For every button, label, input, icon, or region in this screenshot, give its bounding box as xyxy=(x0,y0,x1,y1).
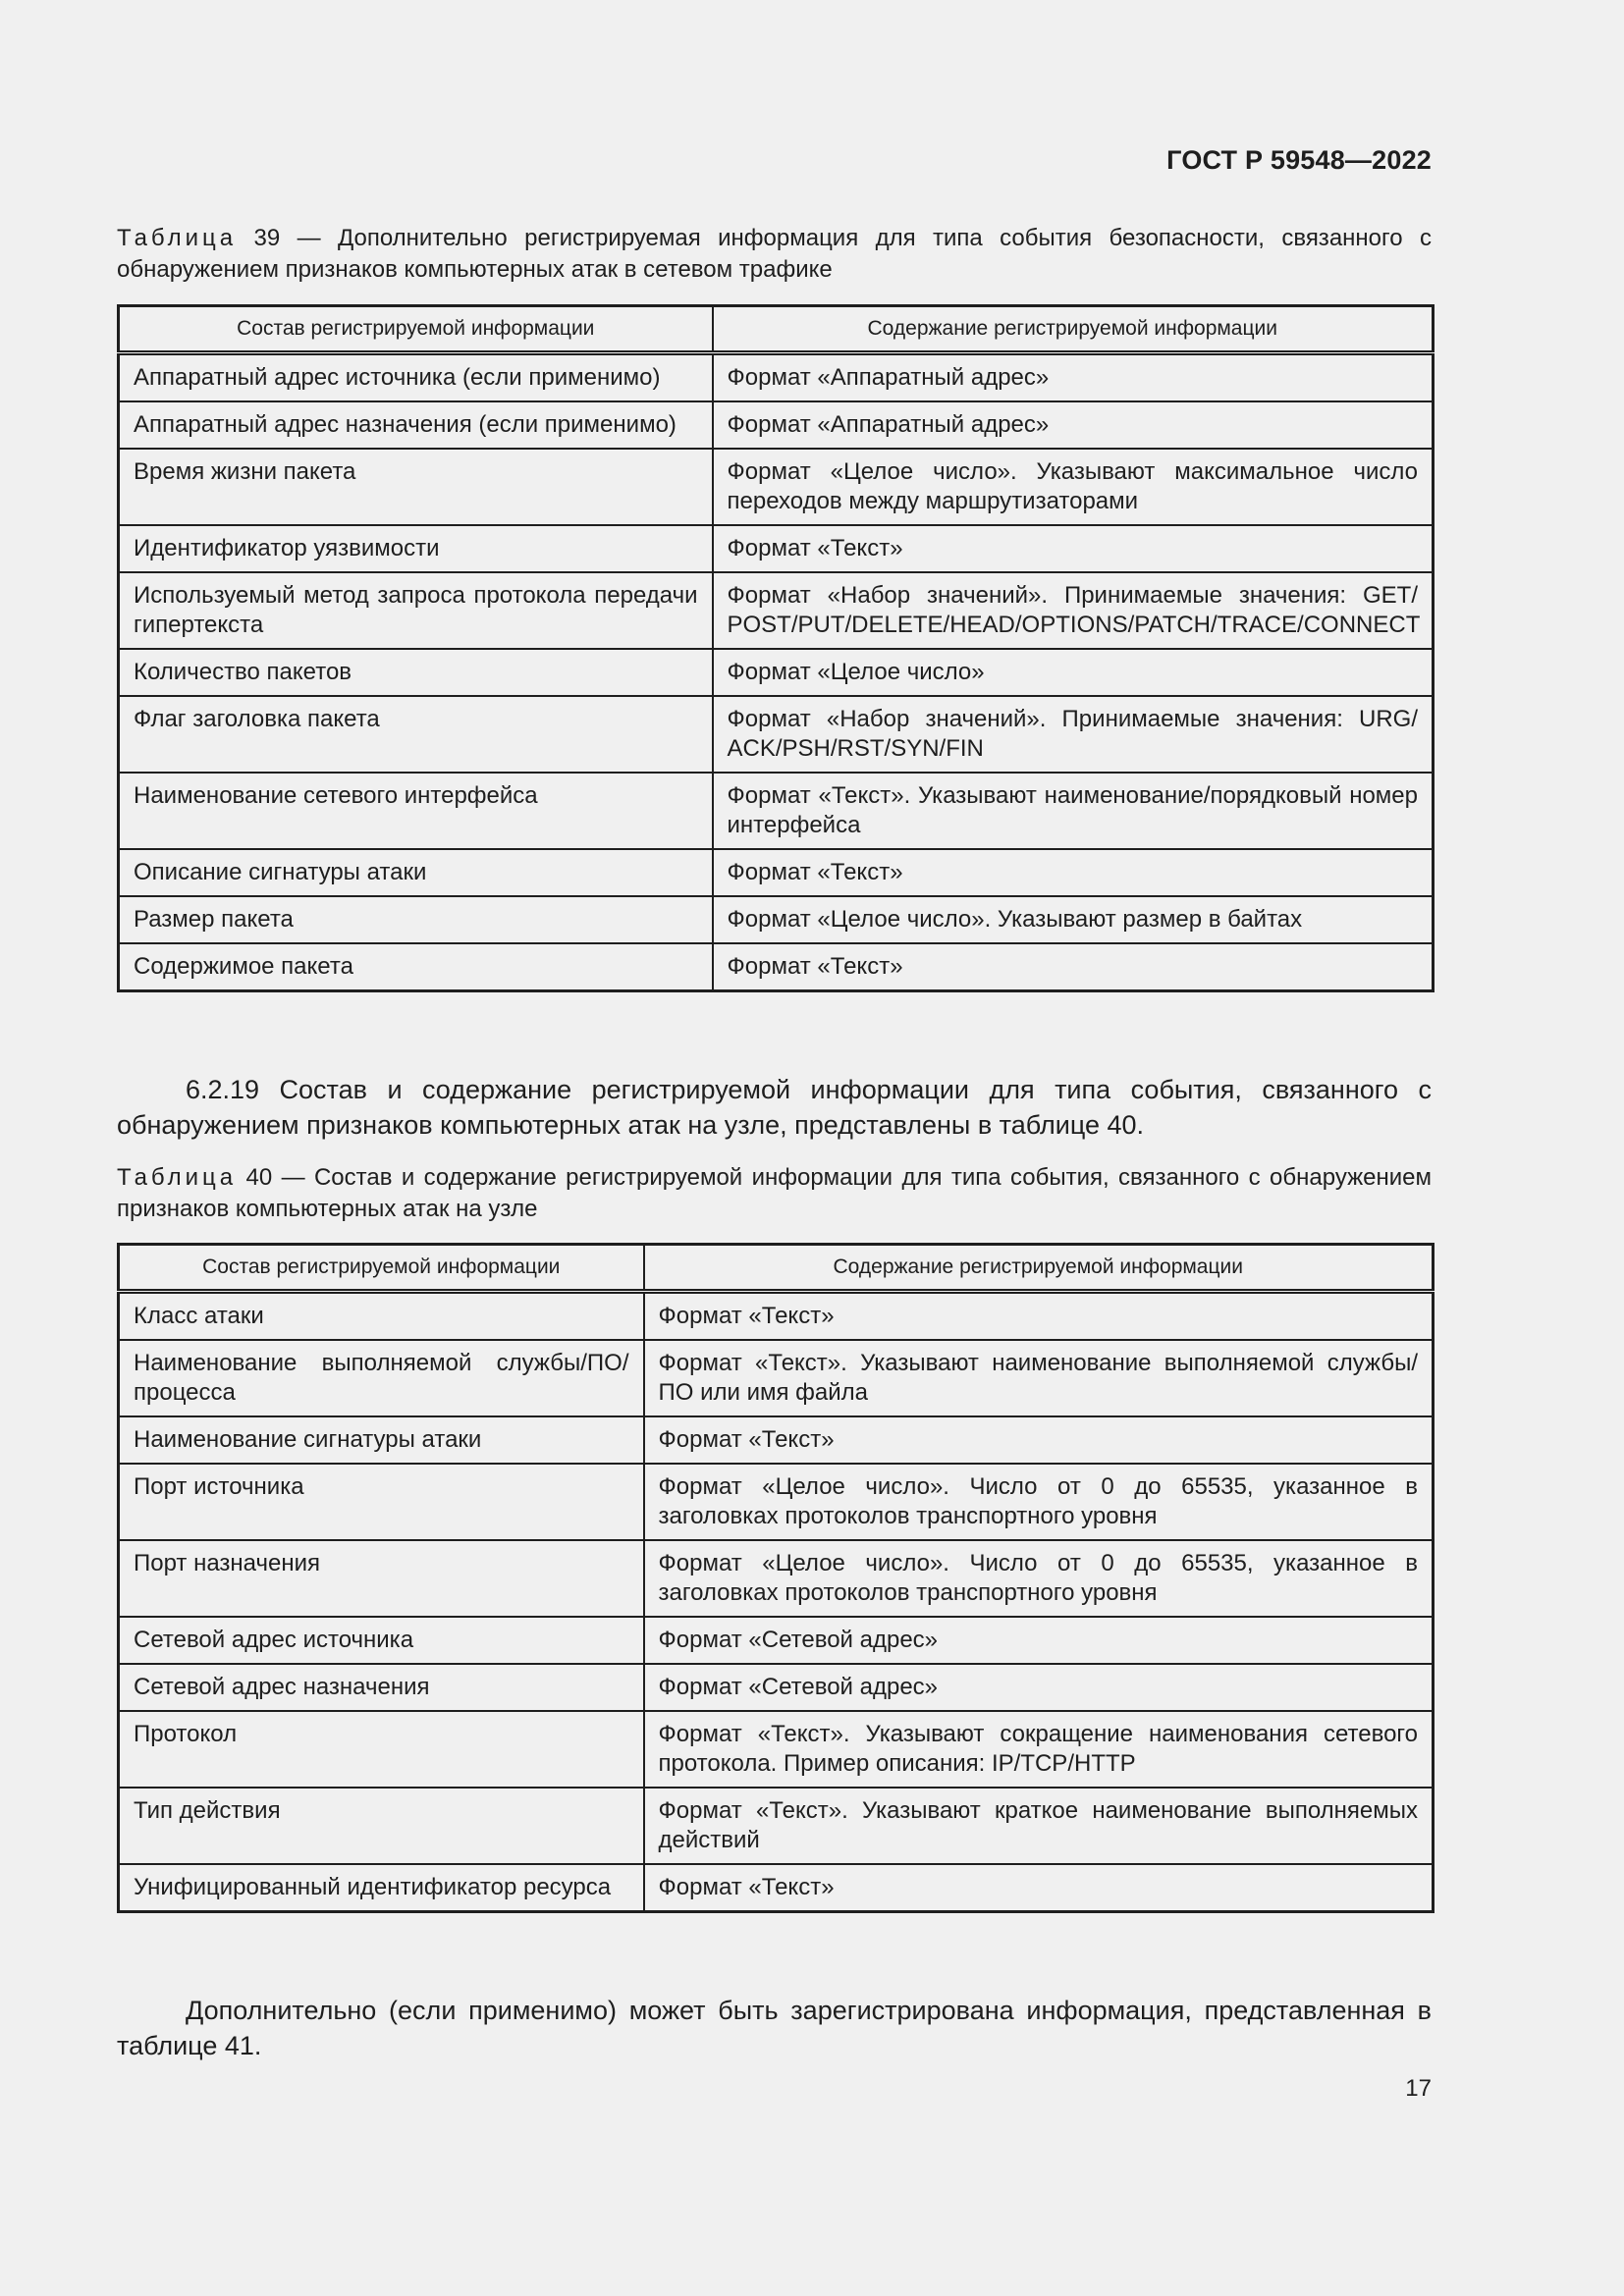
cell-content: Формат «Текст» xyxy=(644,1416,1434,1464)
table-row xyxy=(119,449,1434,525)
column-header-content: Содержание регистрируемой информации xyxy=(713,306,1434,353)
cell-content: Формат «Аппаратный адрес» xyxy=(713,401,1434,449)
cell-content: Формат «Целое число». Указывают максимальное число переходов между маршрутизаторами xyxy=(713,449,1434,525)
table-row xyxy=(119,353,1434,402)
cell-composition: Сетевой адрес источника xyxy=(119,1617,644,1664)
table-row xyxy=(119,572,1434,649)
cell-composition: Унифицированный идентификатор ресурса xyxy=(119,1864,644,1912)
page-number: 17 xyxy=(1405,2075,1432,2102)
table-row xyxy=(119,943,1434,991)
cell-composition: Размер пакета xyxy=(119,896,713,943)
cell-composition: Используемый метод запроса протокола передачи гипертекста xyxy=(119,572,713,649)
table-header-row xyxy=(119,1245,1434,1292)
cell-composition: Содержимое пакета xyxy=(119,943,713,991)
column-header-content: Содержание регистрируемой информации xyxy=(644,1245,1434,1292)
cell-composition: Протокол xyxy=(119,1711,644,1788)
cell-composition: Наименование выполняемой службы/ПО/ процесса xyxy=(119,1340,644,1416)
table-39-caption-word: Таблица xyxy=(117,225,238,251)
table-row xyxy=(119,1664,1434,1711)
cell-composition: Флаг заголовка пакета xyxy=(119,696,713,773)
cell-composition: Аппаратный адрес назначения (если применимо) xyxy=(119,401,713,449)
cell-content: Формат «Набор значений». Принимаемые значения: URG/ ACK/PSH/RST/SYN/FIN xyxy=(713,696,1434,773)
column-header-composition: Состав регистрируемой информации xyxy=(119,306,713,353)
table-row xyxy=(119,401,1434,449)
table-39 xyxy=(117,304,1435,992)
cell-composition: Сетевой адрес назначения xyxy=(119,1664,644,1711)
cell-content: Формат «Набор значений». Принимаемые значения: GET/ POST/PUT/DELETE/HEAD/OPTIONS/PATCH/TRACE/CONNECT xyxy=(713,572,1434,649)
document-code: ГОСТ Р 59548—2022 xyxy=(1166,145,1432,175)
table-row xyxy=(119,1788,1434,1864)
cell-content: Формат «Текст» xyxy=(644,1292,1434,1341)
cell-content: Формат «Целое число». Число от 0 до 65535, указанное в заголовках протоколов транспортного уровня xyxy=(644,1464,1434,1540)
table-row xyxy=(119,696,1434,773)
table-row xyxy=(119,525,1434,572)
table-row xyxy=(119,1711,1434,1788)
cell-composition: Класс атаки xyxy=(119,1292,644,1341)
cell-content: Формат «Целое число». Число от 0 до 65535, указанное в заголовках протоколов транспортного уровня xyxy=(644,1540,1434,1617)
cell-content: Формат «Сетевой адрес» xyxy=(644,1617,1434,1664)
cell-composition: Аппаратный адрес источника (если применимо) xyxy=(119,353,713,402)
table-row xyxy=(119,1864,1434,1912)
cell-composition: Наименование сигнатуры атаки xyxy=(119,1416,644,1464)
column-header-composition: Состав регистрируемой информации xyxy=(119,1245,644,1292)
table-row xyxy=(119,649,1434,696)
table-row xyxy=(119,1540,1434,1617)
table-row xyxy=(119,896,1434,943)
paragraph-6-2-19: 6.2.19 Состав и содержание регистрируемой информации для типа события, связанного с обнаружением признаков компьютерных атак на узле, представлены в таблице 40. xyxy=(117,1075,1432,1140)
cell-composition: Описание сигнатуры атаки xyxy=(119,849,713,896)
cell-content: Формат «Текст». Указывают краткое наименование выполняемых действий xyxy=(644,1788,1434,1864)
cell-composition: Время жизни пакета xyxy=(119,449,713,525)
cell-content: Формат «Текст» xyxy=(713,849,1434,896)
table-row xyxy=(119,1292,1434,1341)
cell-content: Формат «Текст». Указывают наименование выполняемой службы/ ПО или имя файла xyxy=(644,1340,1434,1416)
cell-content: Формат «Текст». Указывают наименование/порядковый номер интерфейса xyxy=(713,773,1434,849)
table-row xyxy=(119,849,1434,896)
cell-content: Формат «Текст» xyxy=(713,525,1434,572)
cell-composition: Тип действия xyxy=(119,1788,644,1864)
cell-composition: Наименование сетевого интерфейса xyxy=(119,773,713,849)
cell-content: Формат «Целое число» xyxy=(713,649,1434,696)
cell-content: Формат «Текст» xyxy=(644,1864,1434,1912)
table-row xyxy=(119,1340,1434,1416)
cell-content: Формат «Аппаратный адрес» xyxy=(713,353,1434,402)
table-40-caption-word: Таблица xyxy=(117,1164,238,1191)
cell-content: Формат «Текст» xyxy=(713,943,1434,991)
table-40 xyxy=(117,1243,1435,1913)
cell-composition: Количество пакетов xyxy=(119,649,713,696)
cell-content: Формат «Целое число». Указывают размер в байтах xyxy=(713,896,1434,943)
document-page xyxy=(117,0,1432,2296)
table-40-caption-text: 40 — Состав и содержание регистрируемой информации для типа события, связанного с обнаружением признаков компьютерных атак на узле xyxy=(117,1164,1432,1222)
cell-composition: Идентификатор уязвимости xyxy=(119,525,713,572)
cell-content: Формат «Сетевой адрес» xyxy=(644,1664,1434,1711)
table-40-caption xyxy=(117,1162,1432,1225)
table-row xyxy=(119,1416,1434,1464)
cell-composition: Порт источника xyxy=(119,1464,644,1540)
table-row xyxy=(119,1464,1434,1540)
cell-composition: Порт назначения xyxy=(119,1540,644,1617)
table-39-caption xyxy=(117,223,1432,286)
table-39-caption-text: 39 — Дополнительно регистрируемая информация для типа события безопасности, связанного с обнаружением признаков компьютерных атак в сетевом трафике xyxy=(117,225,1432,283)
paragraph-final: Дополнительно (если применимо) может быть зарегистрирована информация, представленная в таблице 41. xyxy=(117,1996,1432,2060)
table-row xyxy=(119,773,1434,849)
table-row xyxy=(119,1617,1434,1664)
cell-content: Формат «Текст». Указывают сокращение наименования сетевого протокола. Пример описания: IP/TCP/HTTP xyxy=(644,1711,1434,1788)
table-header-row xyxy=(119,306,1434,353)
